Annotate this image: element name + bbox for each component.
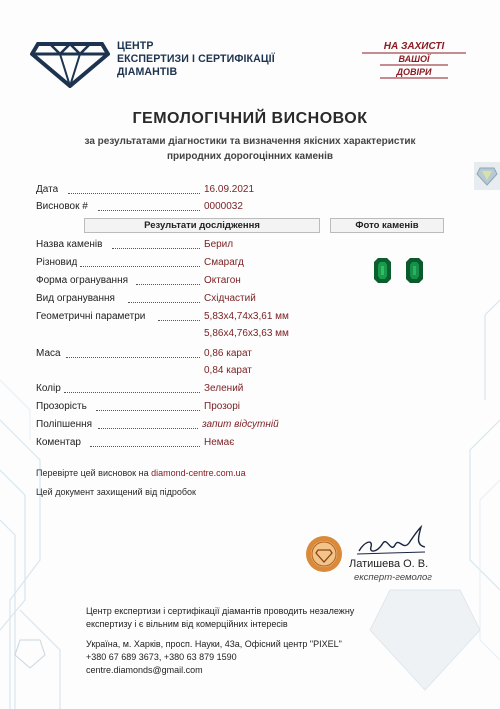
section-results-header: Результати дослідження [84, 218, 320, 233]
subtitle-line-1: за результатами діагностики та визначення якісних характеристик [84, 136, 416, 147]
certificate-page: ЦЕНТР ЕКСПЕРТИЗИ І СЕРТИФІКАЦІЇ ДІАМАНТІВ НА ЗАХИСТІ ВАШОЇ ДОВІРИ ГЕМОЛОГІЧНИЙ ВИСНОВОК за результатами діагностики та визначення якісних характеристик природних дорогоцінних каменів Дата 16.09.2021 Висновок # 0000032 Результати дослідження Фото каменів Назва каменів Берил Різновид Смарагд Форма огранування Октагон Вид огранування Східчастий Геометричні параметри 5,83х4,74х3,61 мм 5,86х4,76х3,63 мм Маса 0,86 карат 0,84 карат Колір Зелений Прозорість Прозорі Поліпшення запит відсутній Коментар Немає Перевірте цей висновок на diamond-centre.com.ua Цей документ захищений від підробок Латишева О. В. експерт-гемолог Центр експертизи і сертифікації діамантів проводить незалежну експертизу і є вільним від комерційних інтересів Україна, м. Харків, просп. Науки, 43а, Офісний центр "PIXEL" +380 67 689 3673, +380 63 879 1590 centre.diamonds@gmail.com [0, 0, 500, 709]
document-title: ГЕМОЛОГІЧНИЙ ВИСНОВОК [132, 110, 368, 127]
verify-text: Перевірте цей висновок на diamond-centre.com.ua [36, 468, 246, 478]
date-value: 16.09.2021 [204, 184, 255, 195]
disclaimer: Центр експертизи і сертифікації діамантів проводить незалежну експертизу і є вільним від комерційних інтересів [86, 606, 355, 629]
seal-icon [305, 535, 343, 573]
phones: +380 67 689 3673, +380 63 879 1590 [86, 652, 237, 662]
section-photo-header: Фото каменів [330, 218, 444, 233]
protected-text: Цей документ захищений від підробок [36, 487, 196, 497]
subtitle-line-2: природних дорогоцінних каменів [166, 151, 334, 162]
expert-role: експерт-гемолог [354, 572, 432, 583]
signature-icon [355, 523, 435, 559]
expert-name: Латишева О. В. [349, 558, 429, 570]
contacts [86, 638, 342, 677]
emerald-photo-1 [374, 258, 391, 283]
trust-stamp: НА ЗАХИСТІ ВАШОЇ ДОВІРИ [360, 40, 468, 84]
verify-link[interactable]: diamond-centre.com.ua [151, 468, 246, 478]
email: centre.diamonds@gmail.com [86, 665, 203, 675]
organization-name: ЦЕНТР ЕКСПЕРТИЗИ І СЕРТИФІКАЦІЇ ДІАМАНТІВ [117, 40, 275, 78]
certificate-number-value: 0000032 [204, 201, 243, 212]
diamond-logo-icon [30, 36, 110, 88]
address: Україна, м. Харків, просп. Науки, 43а, Офісний центр "PIXEL" [86, 639, 342, 649]
hologram-icon [474, 162, 500, 190]
emerald-photo-2 [406, 258, 423, 283]
